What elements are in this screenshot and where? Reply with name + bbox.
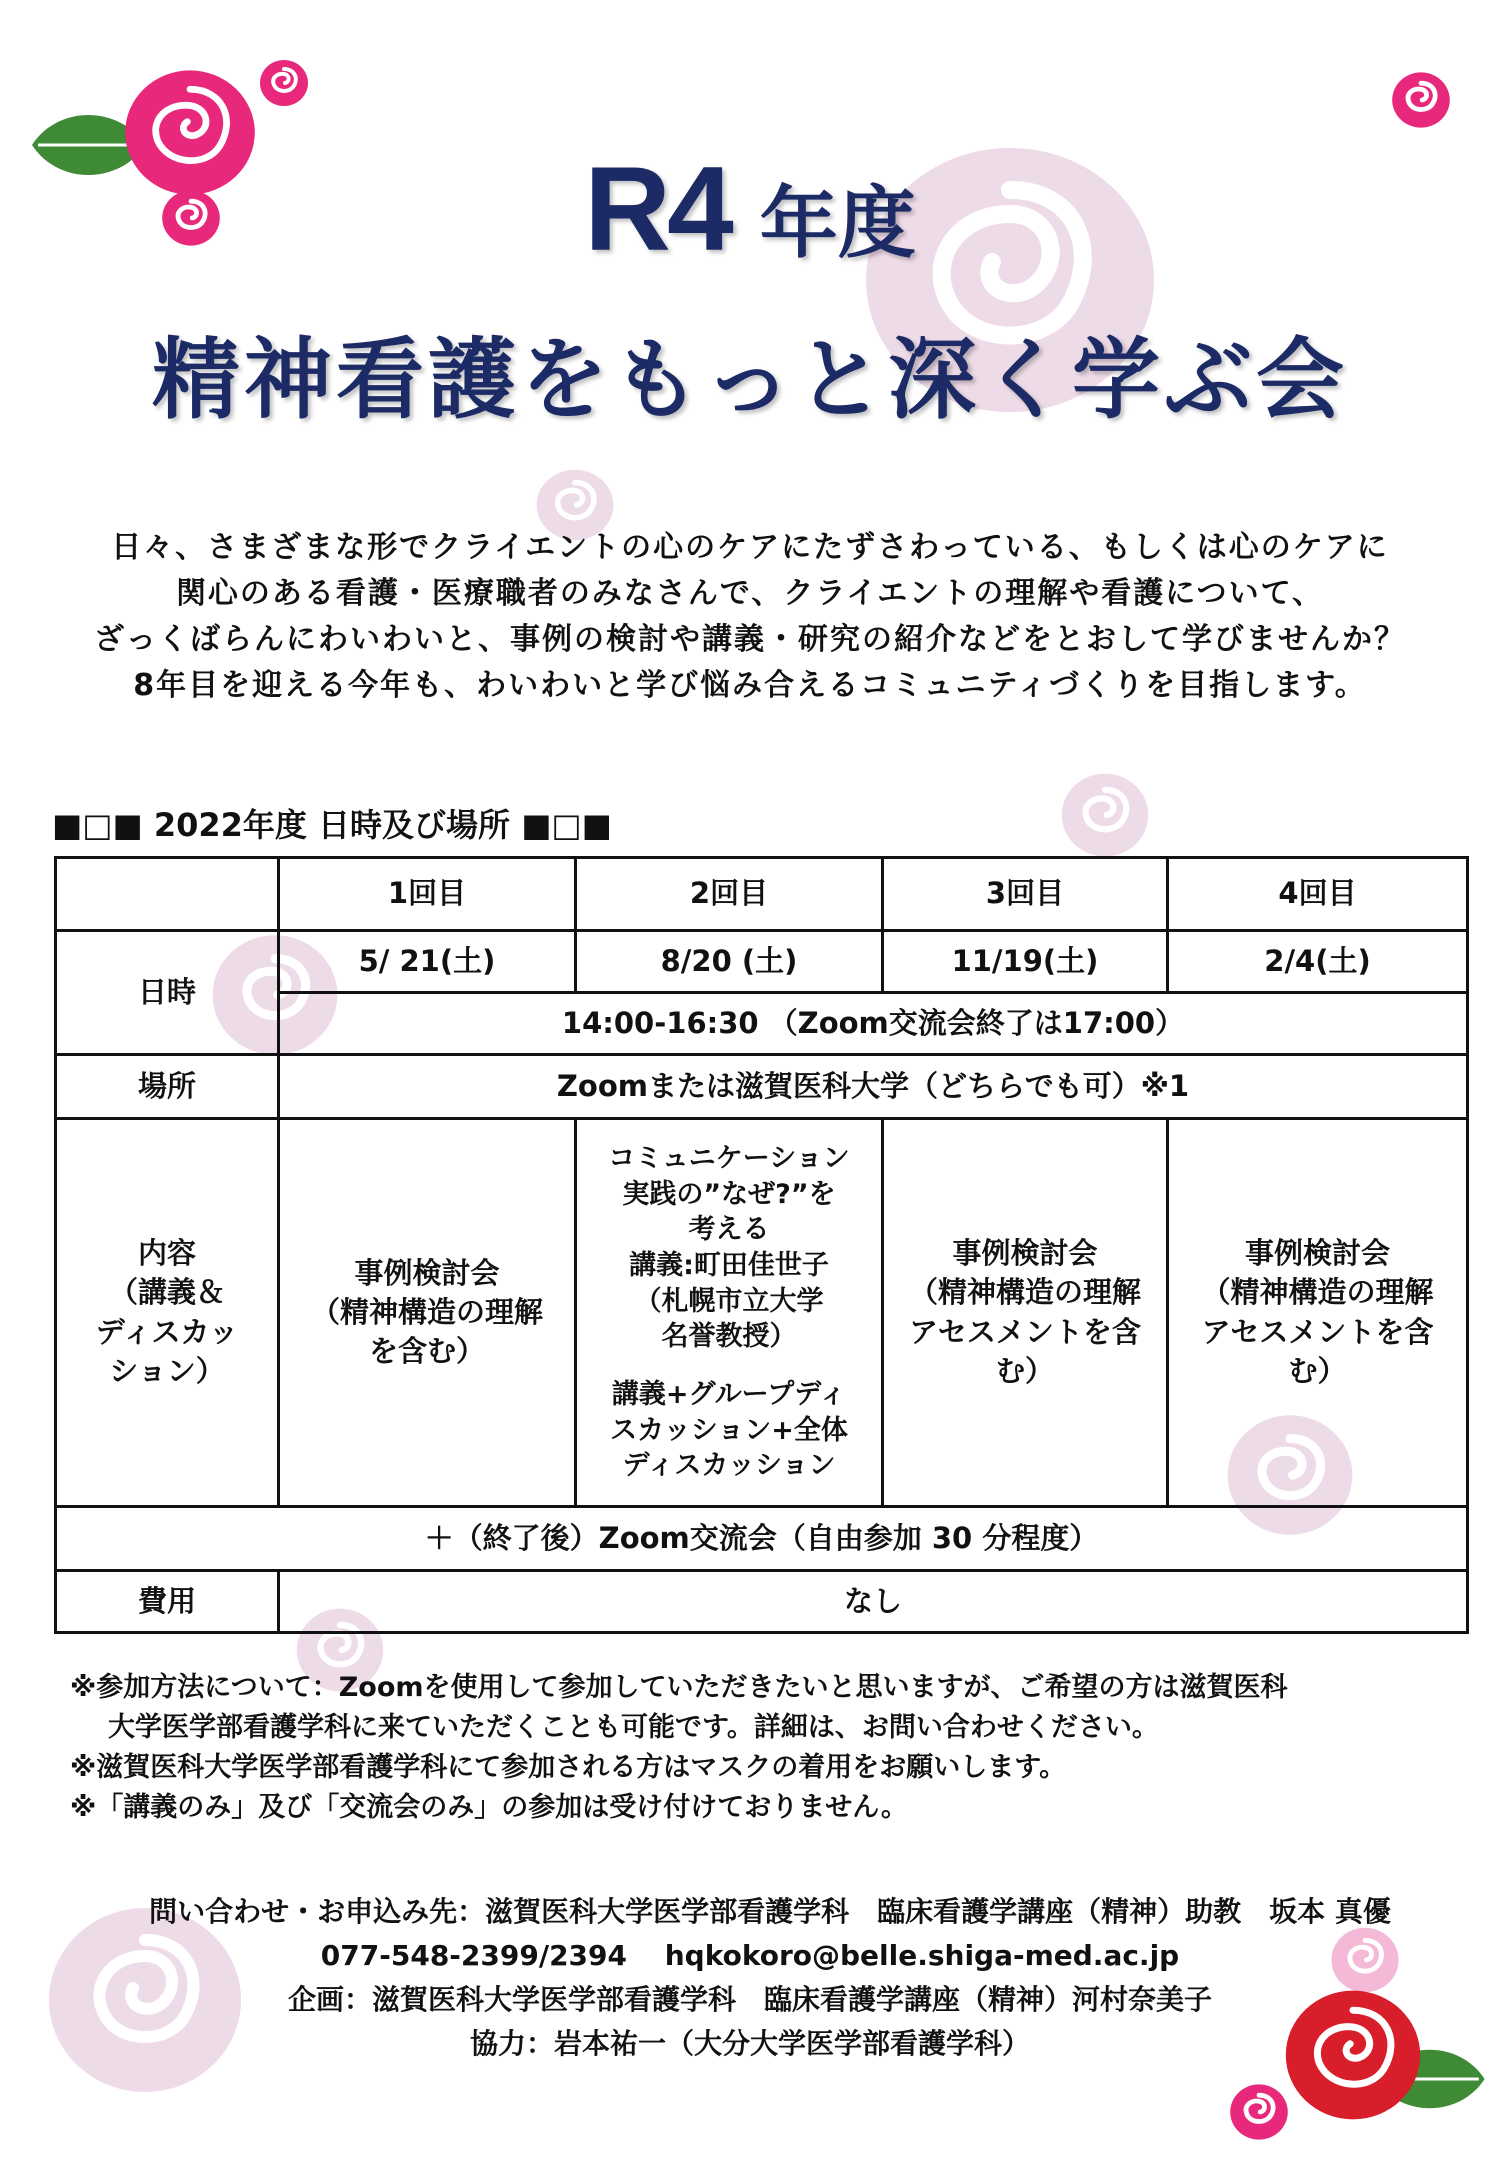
- datetime-label: 日時: [56, 931, 279, 1055]
- table-row: [56, 1119, 1468, 1507]
- notes: [70, 1668, 1470, 1828]
- fee-label: 費用: [56, 1571, 279, 1633]
- intro-line: 関心のある看護・医療職者のみなさんで、クライエントの理解や看護について、: [175, 576, 1325, 611]
- content-label-line: ション）: [109, 1353, 225, 1388]
- round-header: 4回目: [1168, 858, 1468, 931]
- content-line: 名誉教授）: [661, 1321, 797, 1353]
- content-line: スカッション+全体: [610, 1414, 848, 1446]
- note-line: ※滋賀医科大学医学部看護学科にて参加される方はマスクの着用をお願いします。: [70, 1752, 1067, 1783]
- date-cell: 5/ 21(土): [279, 931, 576, 993]
- date-cell: 11/19(土): [883, 931, 1168, 993]
- title-year-suffix: 年度: [759, 179, 916, 269]
- after-session-cell: ＋（終了後）Zoom交流会（自由参加 30 分程度）: [56, 1507, 1468, 1571]
- note-line: 大学医学部看護学科に来ていただくことも可能です。詳細は、お問い合わせください。: [108, 1712, 1159, 1743]
- schedule-heading: ■□■ 2022年度 日時及び場所 ■□■: [52, 806, 612, 844]
- page-title: 精神看護をもっと深く学ぶ会: [151, 328, 1348, 431]
- content-label-line: （講義＆: [108, 1275, 225, 1310]
- intro-text: [40, 525, 1460, 709]
- place-cell: Zoomまたは滋賀医科大学（どちらでも可）※1: [279, 1055, 1468, 1119]
- round-header: 1回目: [279, 858, 576, 931]
- content-line: （札幌市立大学: [634, 1285, 824, 1317]
- rose-faint-icon: [1060, 770, 1150, 860]
- intro-line: 8年目を迎える今年も、わいわいと学び悩み合えるコミュニティづくりを目指します。: [133, 668, 1367, 703]
- round-header: 2回目: [576, 858, 883, 931]
- content-label: [56, 1119, 279, 1507]
- note-line: ※「講義のみ」及び「交流会のみ」の参加は受け付けておりません。: [70, 1792, 908, 1823]
- content-line: コミュニケーション: [608, 1143, 850, 1175]
- contact-phone-email: 077-548-2399/2394 hqkokoro@belle.shiga-med.ac.jp: [320, 1939, 1180, 1972]
- rose-pink-icon: [258, 58, 310, 108]
- content-line: （精神構造の理解: [1201, 1275, 1434, 1310]
- title-year-number: R4: [584, 142, 730, 276]
- schedule-table: [54, 856, 1469, 1634]
- content-line: 事例検討会: [354, 1255, 500, 1290]
- rose-pink-icon: [1228, 2082, 1290, 2142]
- round-header: 3回目: [883, 858, 1168, 931]
- content-label-line: 内容: [137, 1236, 196, 1271]
- content-label-line: ディスカッ: [95, 1314, 239, 1349]
- table-row: [56, 1507, 1468, 1571]
- content-line: （精神構造の理解: [908, 1275, 1141, 1310]
- date-cell: 8/20 (土): [576, 931, 883, 993]
- table-row: [56, 858, 1468, 931]
- content-line: む）: [1288, 1353, 1347, 1388]
- content-cell-round-1: [279, 1119, 576, 1507]
- date-cell: 2/4(土): [1168, 931, 1468, 993]
- title-year: [0, 140, 1500, 278]
- table-corner-cell: [56, 858, 279, 931]
- intro-line: 日々、さまざまな形でクライエントの心のケアにたずさわっている、もしくは心のケアに: [111, 530, 1389, 565]
- content-cell-round-3: [883, 1119, 1168, 1507]
- content-line: アセスメントを含: [1201, 1314, 1434, 1349]
- contact-line: 問い合わせ・お申込み先：滋賀医科大学医学部看護学科 臨床看護学講座（精神）助教 坂本 真優: [149, 1895, 1391, 1928]
- contact-info: [0, 1890, 1500, 2066]
- contact-planning: 企画：滋賀医科大学医学部看護学科 臨床看護学講座（精神）河村奈美子: [287, 1983, 1212, 2016]
- content-line: 事例検討会: [952, 1236, 1098, 1271]
- content-line: 考える: [688, 1214, 770, 1246]
- fee-cell: なし: [279, 1571, 1468, 1633]
- content-line: 実践の”なぜ?”を: [622, 1178, 836, 1210]
- content-line: 事例検討会: [1244, 1236, 1390, 1271]
- note-line: ※参加方法について：Zoomを使用して参加していただきたいと思いますが、ご希望の方は滋賀医科: [70, 1672, 1288, 1703]
- content-line: （精神構造の理解: [310, 1294, 543, 1329]
- time-cell: 14:00-16:30 （Zoom交流会終了は17:00）: [279, 993, 1468, 1055]
- table-row: [56, 931, 1468, 993]
- table-row: [56, 1055, 1468, 1119]
- rose-pink-icon: [1390, 70, 1452, 130]
- content-line: を含む）: [368, 1334, 485, 1369]
- content-spacer: [583, 1355, 875, 1377]
- content-line: 講義+グループディ: [611, 1378, 847, 1410]
- table-row: [56, 1571, 1468, 1633]
- content-cell-round-4: [1168, 1119, 1468, 1507]
- contact-cooperation: 協力：岩本祐一（大分大学医学部看護学科）: [469, 2027, 1030, 2060]
- content-line: 講義:町田佳世子: [629, 1250, 829, 1282]
- content-line: ディスカッション: [622, 1450, 836, 1482]
- place-label: 場所: [56, 1055, 279, 1119]
- content-cell-round-2: [576, 1119, 883, 1507]
- intro-line: ざっくばらんにわいわいと、事例の検討や講義・研究の紹介などをとおして学びませんか？: [94, 622, 1406, 657]
- content-line: む）: [995, 1353, 1054, 1388]
- content-line: アセスメントを含: [909, 1314, 1141, 1349]
